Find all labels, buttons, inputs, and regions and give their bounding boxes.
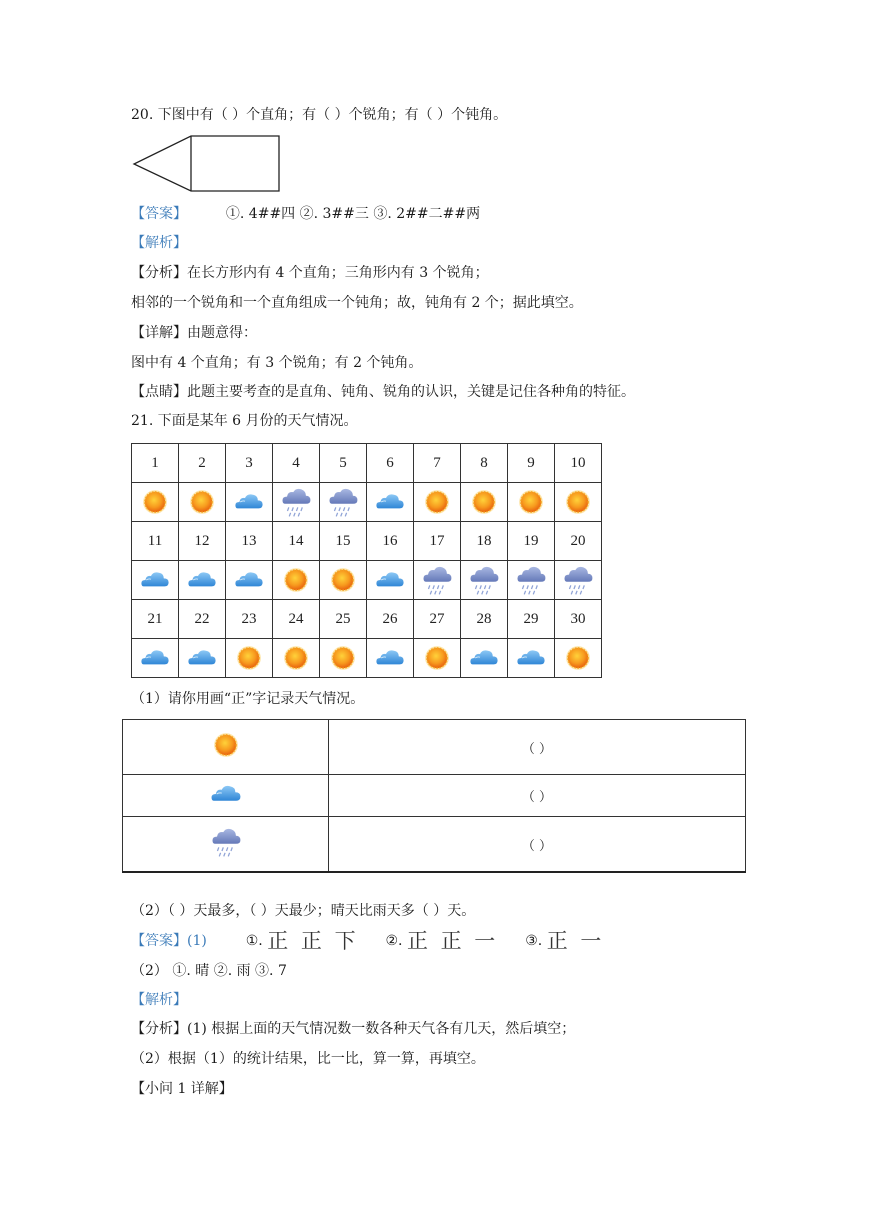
calendar-day-cell: 12: [179, 522, 226, 561]
calendar-weather-cell: [461, 561, 508, 600]
cloud-icon: [370, 486, 410, 518]
calendar-weather-cell: [132, 639, 179, 678]
calendar-day-row: [132, 522, 602, 561]
calendar-weather-cell: [367, 483, 414, 522]
sun-icon: [185, 485, 219, 519]
cloud-icon: [511, 642, 551, 674]
calendar-weather-cell: [555, 561, 602, 600]
answer-tag: 【答案】: [131, 206, 187, 222]
fenxi-tag: 【分析】: [131, 265, 187, 281]
sun-icon: [279, 563, 313, 597]
q21-answer-2: （2） ①. 晴 ②. 雨 ③. 7: [131, 963, 287, 979]
tally-row-cloud: [123, 775, 746, 817]
q21-fenxi-1: [131, 1022, 575, 1036]
calendar-day-cell: 13: [226, 522, 273, 561]
tally-answer-3-num: ③.: [525, 933, 543, 949]
sun-icon: [279, 641, 313, 675]
dianjing-tag: 【点睛】: [131, 384, 187, 400]
tally-row-rain: [123, 817, 746, 873]
cloud-icon: [135, 564, 175, 596]
weather-calendar: [131, 443, 602, 678]
calendar-day-cell: 28: [461, 600, 508, 639]
rain-icon: [466, 562, 502, 598]
calendar-weather-cell: [226, 639, 273, 678]
calendar-day-cell: 5: [320, 444, 367, 483]
rain-icon: [325, 484, 361, 520]
calendar-weather-cell: [226, 483, 273, 522]
calendar-weather-cell: [508, 639, 555, 678]
calendar-weather-cell: [132, 483, 179, 522]
xiangjie-tag: 【详解】: [131, 325, 187, 341]
fenxi-tag: 【分析】: [131, 1021, 187, 1037]
answer-tag: 【答案】: [131, 933, 187, 949]
calendar-weather-cell: [367, 639, 414, 678]
calendar-weather-row: [132, 561, 602, 600]
q20-answer: [131, 207, 480, 221]
q21-fenxi-2: （2）根据（1）的统计结果，比一比，算一算，再填空。: [131, 1051, 485, 1067]
fenxi-text: 在长方形内有 4 个直角；三角形内有 3 个锐角；: [187, 265, 489, 281]
calendar-weather-cell: [179, 483, 226, 522]
q20-dianjing: [131, 385, 635, 399]
calendar-weather-cell: [179, 639, 226, 678]
calendar-weather-cell: [273, 483, 320, 522]
calendar-weather-cell: [367, 561, 414, 600]
cloud-icon: [135, 642, 175, 674]
calendar-weather-row: [132, 483, 602, 522]
calendar-day-cell: 22: [179, 600, 226, 639]
tally-blank: （ ）: [329, 720, 746, 775]
dianjing-text: 此题主要考查的是直角、钝角、锐角的认识，关键是记住各种角的特征。: [187, 384, 635, 400]
tally-icon-cell: [123, 775, 329, 817]
answer-part-label: (1): [187, 933, 207, 949]
calendar-day-cell: 7: [414, 444, 461, 483]
calendar-weather-cell: [414, 639, 461, 678]
fenxi-text: (1) 根据上面的天气情况数一数各种天气各有几天，然后填空；: [187, 1021, 576, 1037]
tally-answer-1-marks: 正 正 下: [267, 929, 359, 953]
calendar-weather-cell: [273, 561, 320, 600]
cloud-icon: [229, 486, 269, 518]
cloud-icon: [182, 564, 222, 596]
calendar-day-row: [132, 600, 602, 639]
calendar-weather-row: [132, 639, 602, 678]
q20-answer-text: ①. 4##四 ②. 3##三 ③. 2##二##两: [225, 206, 481, 222]
calendar-day-cell: 25: [320, 600, 367, 639]
sun-icon: [326, 641, 360, 675]
sun-icon: [420, 485, 454, 519]
sun-icon: [561, 641, 595, 675]
calendar-day-cell: 10: [555, 444, 602, 483]
sun-icon: [561, 485, 595, 519]
tally-icon-cell: [123, 720, 329, 775]
cloud-icon: [370, 564, 410, 596]
calendar-day-cell: 29: [508, 600, 555, 639]
rain-icon: [278, 484, 314, 520]
rain-icon: [560, 562, 596, 598]
q20-fenxi-1: [131, 266, 489, 280]
tally-blank: （ ）: [329, 817, 746, 873]
tally-blank: （ ）: [329, 775, 746, 817]
cloud-icon: [206, 777, 246, 811]
calendar-day-cell: 3: [226, 444, 273, 483]
calendar-day-cell: 8: [461, 444, 508, 483]
calendar-weather-cell: [508, 561, 555, 600]
calendar-weather-cell: [508, 483, 555, 522]
q20-xiangjie-1: [131, 326, 257, 340]
calendar-day-cell: 27: [414, 600, 461, 639]
sun-icon: [514, 485, 548, 519]
calendar-weather-cell: [414, 483, 461, 522]
q20-xiangjie-2: 图中有 4 个直角；有 3 个锐角；有 2 个钝角。: [131, 355, 423, 371]
calendar-day-cell: 26: [367, 600, 414, 639]
calendar-weather-cell: [461, 639, 508, 678]
tally-icon-cell: [123, 817, 329, 873]
sun-icon: [232, 641, 266, 675]
calendar-day-cell: 16: [367, 522, 414, 561]
tally-answer-1-num: ①.: [245, 933, 263, 949]
calendar-day-cell: 23: [226, 600, 273, 639]
calendar-weather-cell: [226, 561, 273, 600]
calendar-day-cell: 2: [179, 444, 226, 483]
tally-answer-2-marks: 正 正 一: [406, 929, 499, 953]
tally-answer-3-marks: 正 一: [546, 929, 605, 953]
calendar-day-cell: 9: [508, 444, 555, 483]
sun-icon: [209, 728, 243, 762]
calendar-day-cell: 20: [555, 522, 602, 561]
q20-analysis-tag: 【解析】: [131, 235, 187, 251]
calendar-day-cell: 19: [508, 522, 555, 561]
calendar-weather-cell: [320, 483, 367, 522]
calendar-day-cell: 1: [132, 444, 179, 483]
q20-fenxi-2: 相邻的一个锐角和一个直角组成一个钝角；故，钝角有 2 个；据此填空。: [131, 295, 583, 311]
rain-icon: [419, 562, 455, 598]
calendar-weather-cell: [179, 561, 226, 600]
calendar-weather-cell: [273, 639, 320, 678]
calendar-weather-cell: [461, 483, 508, 522]
rain-icon: [513, 562, 549, 598]
calendar-weather-cell: [414, 561, 461, 600]
sun-icon: [467, 485, 501, 519]
calendar-day-cell: 4: [273, 444, 320, 483]
q20-stem: 20. 下图中有（ ）个直角；有（ ）个锐角；有（ ）个钝角。: [131, 107, 508, 123]
calendar-weather-cell: [555, 639, 602, 678]
arrow-shape-figure: [132, 135, 282, 195]
calendar-day-cell: 24: [273, 600, 320, 639]
calendar-day-cell: 15: [320, 522, 367, 561]
q21-sub1: （1）请你用画“正”字记录天气情况。: [131, 691, 365, 707]
calendar-day-cell: 11: [132, 522, 179, 561]
calendar-day-cell: 21: [132, 600, 179, 639]
xiangjie-text: 由题意得：: [187, 325, 257, 341]
calendar-day-cell: 30: [555, 600, 602, 639]
cloud-icon: [370, 642, 410, 674]
q21-stem: 21. 下面是某年 6 月份的天气情况。: [131, 413, 358, 429]
q21-answer-1: [131, 931, 604, 952]
sun-icon: [420, 641, 454, 675]
calendar-day-row: [132, 444, 602, 483]
tally-row-sun: [123, 720, 746, 775]
tally-answer-2-num: ②.: [385, 933, 403, 949]
tally-table: [122, 719, 746, 873]
cloud-icon: [464, 642, 504, 674]
calendar-weather-cell: [320, 639, 367, 678]
calendar-day-cell: 17: [414, 522, 461, 561]
calendar-weather-cell: [132, 561, 179, 600]
q21-xiaowen-tag: 【小问 1 详解】: [131, 1081, 233, 1097]
calendar-day-cell: 14: [273, 522, 320, 561]
cloud-icon: [182, 642, 222, 674]
rain-icon: [208, 824, 244, 860]
cloud-icon: [229, 564, 269, 596]
calendar-weather-cell: [555, 483, 602, 522]
sun-icon: [326, 563, 360, 597]
q21-sub2: （2）（ ）天最多，（ ）天最少；晴天比雨天多（ ）天。: [131, 903, 476, 919]
sun-icon: [138, 485, 172, 519]
q21-analysis-tag: 【解析】: [131, 992, 187, 1008]
calendar-day-cell: 6: [367, 444, 414, 483]
calendar-weather-cell: [320, 561, 367, 600]
calendar-day-cell: 18: [461, 522, 508, 561]
